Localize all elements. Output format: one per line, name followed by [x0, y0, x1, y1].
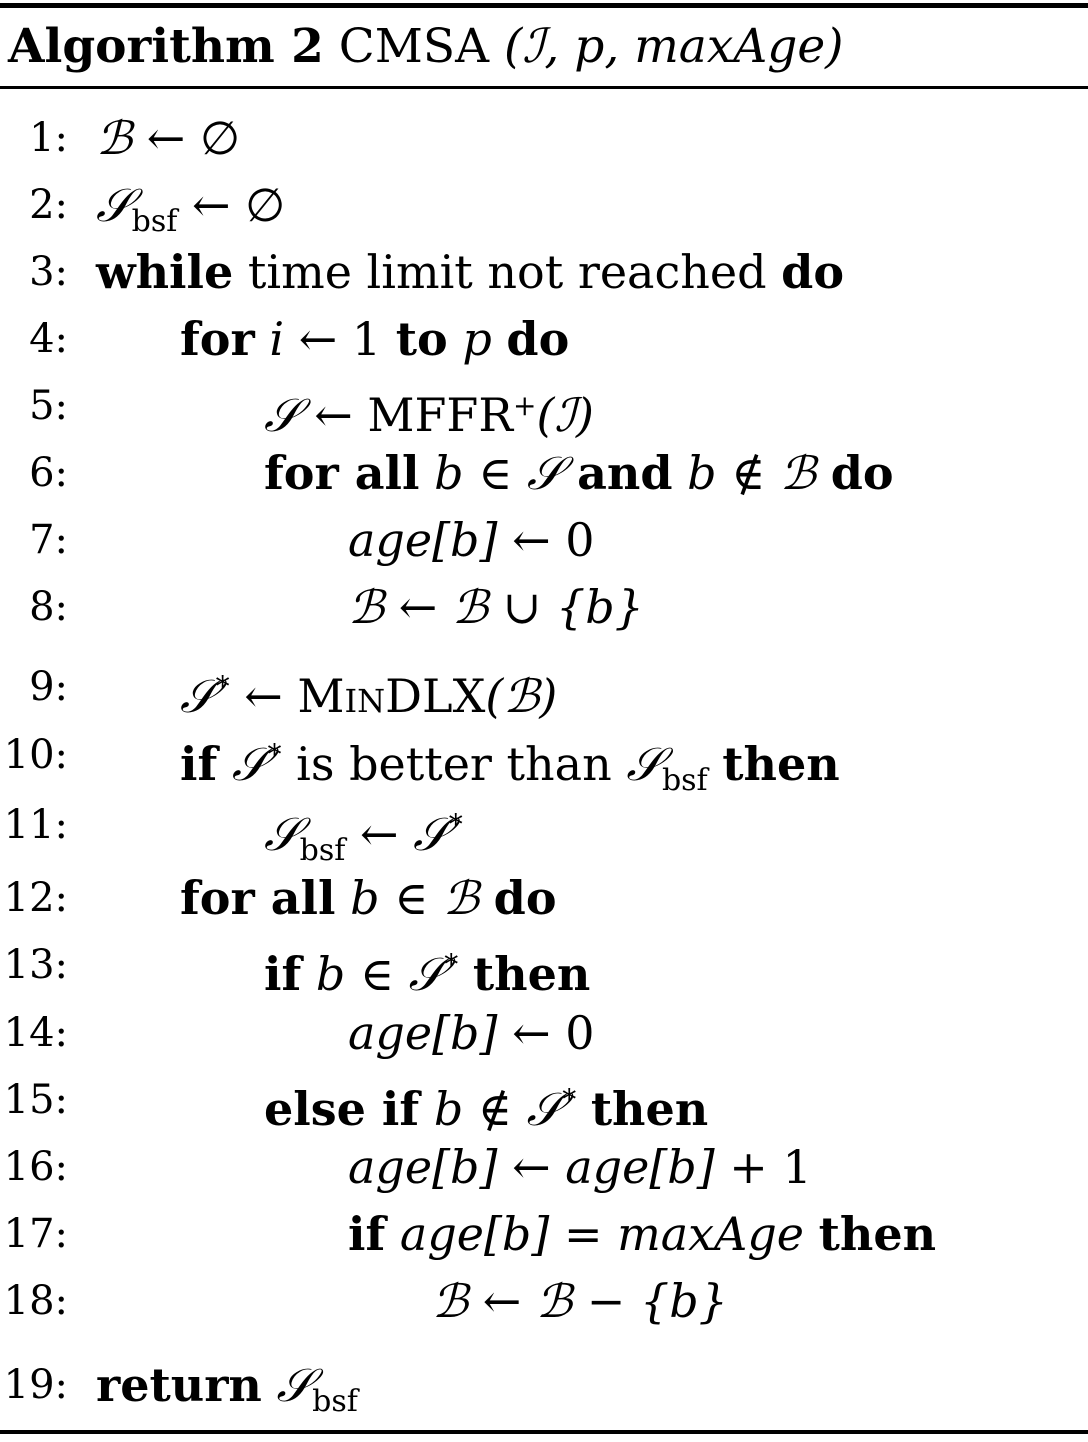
line-code: return 𝒮$_{bsf}$: [96, 1358, 358, 1419]
line-code: ℬ ← ∅: [96, 111, 241, 165]
line-code: while time limit not reached do: [96, 245, 845, 299]
line-code: ℬ ← ℬ − {b}: [432, 1274, 728, 1328]
top-rule: [0, 3, 1088, 8]
line-number: 16:: [3, 1144, 68, 1190]
algorithm-label: Algorithm 2: [8, 19, 324, 74]
line-number: 15:: [3, 1077, 68, 1123]
algorithm-name: CMSA: [338, 19, 490, 74]
bottom-rule: [0, 1430, 1088, 1434]
line-number: 13:: [3, 942, 68, 988]
line-code: if age[b] = maxAge then: [348, 1207, 937, 1261]
line-number: 6:: [29, 450, 68, 496]
caption-rule: [0, 86, 1088, 89]
line-code: age[b] ← age[b] + 1: [348, 1140, 812, 1194]
algorithm-params: (ℐ, p, maxAge): [503, 19, 844, 74]
line-number: 14:: [3, 1010, 68, 1056]
line-code: 𝒮$_{bsf}$ ← ∅: [96, 178, 286, 239]
line-number: 8:: [29, 584, 68, 630]
line-number: 5:: [29, 383, 68, 429]
line-number: 3:: [29, 249, 68, 295]
line-code: for i ← 1 to p do: [180, 312, 570, 366]
line-number: 9:: [29, 664, 68, 710]
line-code: ℬ ← ℬ ∪ {b}: [348, 580, 644, 634]
line-code: else if b ∉ 𝒮* then: [264, 1082, 709, 1136]
line-number: 7:: [29, 517, 68, 563]
line-code: for all b ∈ 𝒮 and b ∉ ℬ do: [264, 446, 894, 500]
line-number: 11:: [3, 802, 68, 848]
line-number: 18:: [3, 1278, 68, 1324]
line-number: 12:: [3, 875, 68, 921]
line-number: 10:: [3, 732, 68, 778]
line-code: 𝒮* ← MinDLX(ℬ): [180, 669, 558, 723]
line-number: 17:: [3, 1211, 68, 1257]
algorithm-caption: [8, 12, 844, 82]
line-code: if b ∈ 𝒮* then: [264, 947, 591, 1001]
line-code: age[b] ← 0: [348, 513, 595, 567]
line-number: 1:: [29, 115, 68, 161]
line-number: 4:: [29, 316, 68, 362]
line-code: if 𝒮* is better than 𝒮$_{bsf}$ then: [180, 737, 840, 798]
line-code: for all b ∈ ℬ do: [180, 871, 557, 925]
line-code: 𝒮$_{bsf}$ ← 𝒮*: [264, 807, 463, 868]
line-code: 𝒮 ← MFFR+(ℐ): [264, 388, 594, 442]
line-number: 2:: [29, 182, 68, 228]
line-code: age[b] ← 0: [348, 1006, 595, 1060]
line-number: 19:: [3, 1362, 68, 1408]
